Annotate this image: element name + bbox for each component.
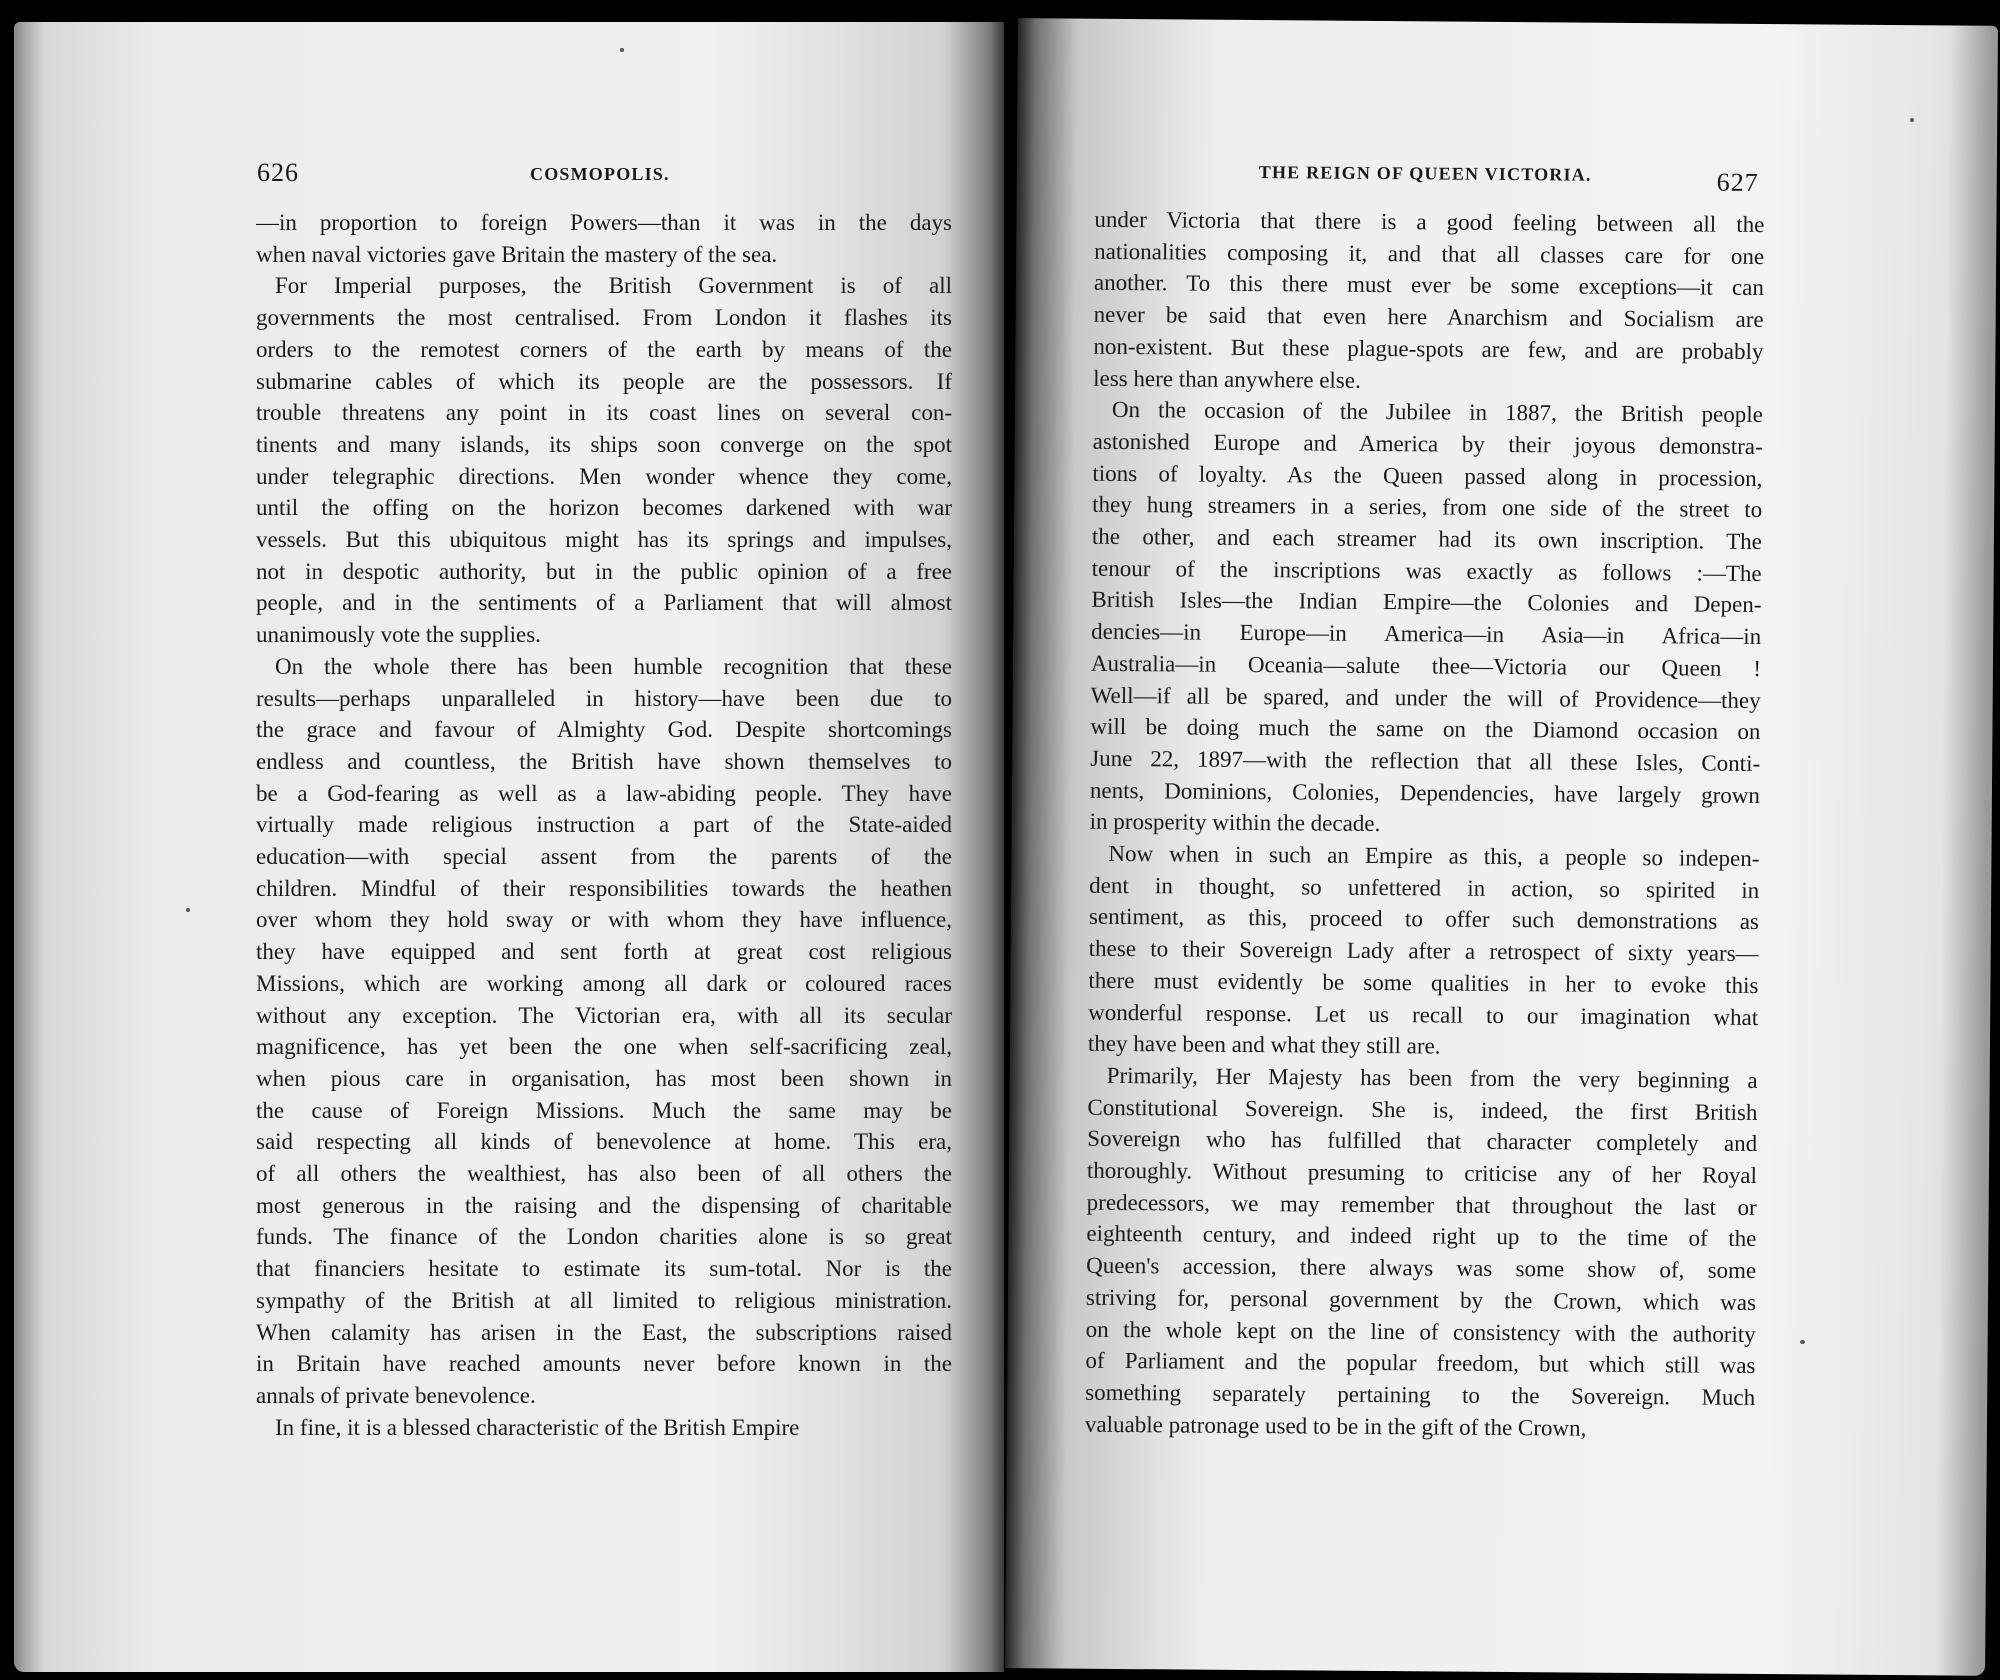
text-line: when naval victories gave Britain the mastery of the sea.: [256, 241, 778, 267]
text-line: On the occasion of the Jubilee in 1887, the British people: [1111, 397, 1764, 428]
text-line: on the whole kept on the line of consistency with the authority: [1085, 1316, 1756, 1347]
text-line: striving for, personal government by the Crown, which was: [1085, 1284, 1757, 1315]
text-line: non-existent. But these plague-spots are few, and are probably: [1093, 333, 1764, 364]
text-line: Constitutional Sovereign. She is, indeed, the first British: [1087, 1094, 1758, 1125]
text-line: unanimously vote the supplies.: [256, 622, 541, 648]
text-line: of all others the wealthiest, has also been of all others the: [256, 1161, 952, 1186]
text-line: Now when in such an Empire as this, a people so indepen-: [1108, 840, 1760, 872]
text-line: they have been and what they still are.: [1087, 1030, 1441, 1059]
text-line: another. To this there must ever be some exceptions—it can: [1093, 270, 1765, 301]
text-line: tinents and many islands, its ships soon converge on the spot: [256, 431, 952, 457]
text-line: the cause of Foreign Missions. Much the same may be: [256, 1097, 952, 1123]
text-line: said respecting all kinds of benevolence at home. This era,: [256, 1129, 952, 1155]
running-head: THE REIGN OF QUEEN VICTORIA.: [1258, 162, 1592, 185]
text-line: until the offing on the horizon becomes darkened with war: [256, 495, 952, 521]
text-line: that financiers hesitate to estimate its sum-total. Nor is the: [256, 1256, 952, 1282]
text-line: —in proportion to foreign Powers—than it was in the days: [256, 210, 952, 235]
text-line: predecessors, we may remember that throughout the last or: [1086, 1189, 1757, 1220]
text-line: there must evidently be some qualities in her to evoke this: [1088, 967, 1759, 998]
text-line: thoroughly. Without presuming to criticise any of her Royal: [1086, 1157, 1758, 1188]
text-line: under Victoria that there is a good feeling between all the: [1094, 206, 1765, 238]
text-line: over whom they hold sway or with whom they have influence,: [256, 907, 952, 933]
text-line: nationalities composing it, and that all classes care for one: [1094, 238, 1765, 269]
text-line: they have equipped and sent forth at great cost religious: [256, 939, 952, 965]
text-line: eighteenth century, and indeed right up to the time of the: [1086, 1221, 1757, 1252]
text-line: less here than anywhere else.: [1093, 365, 1361, 393]
text-line: tions of loyalty. As the Queen passed along in procession,: [1092, 460, 1763, 491]
text-line: under telegraphic directions. Men wonder whence they come,: [256, 463, 952, 489]
text-line: virtually made religious instruction a part of the State-aided: [256, 812, 952, 838]
paper-speck: [186, 908, 190, 912]
text-line: astonished Europe and America by their joyous demonstra-: [1092, 428, 1763, 459]
text-line: Missions, which are working among all dark or coloured races: [256, 970, 952, 996]
text-line: In fine, it is a blessed characteristic of the British Empire: [275, 1414, 800, 1440]
text-line: dencies—in Europe—in America—in Asia—in Africa—in: [1091, 618, 1762, 650]
paper-speck: [1800, 1340, 1805, 1344]
text-line: the other, and each streamer had its own inscription. The: [1091, 523, 1763, 555]
text-line: of Parliament and the popular freedom, but which still was: [1085, 1347, 1756, 1379]
text-line: For Imperial purposes, the British Government is of all: [275, 273, 952, 299]
left-page: [14, 22, 1004, 1672]
text-line: British Isles—the Indian Empire—the Colonies and Depen-: [1091, 587, 1762, 618]
text-line: annals of private benevolence.: [256, 1382, 536, 1408]
text-line: magnificence, has yet been the one when self-sacrificing zeal,: [256, 1034, 952, 1060]
text-line: the grace and favour of Almighty God. Despite shortcomings: [256, 717, 952, 743]
text-line: Well—if all be spared, and under the will of Providence—they: [1090, 682, 1761, 713]
text-line: valuable patronage used to be in the gift of the Crown,: [1084, 1411, 1587, 1441]
running-head: COSMOPOLIS.: [530, 164, 670, 184]
text-line: in prosperity within the decade.: [1089, 809, 1381, 837]
text-line: they hung streamers in a series, from one side of the street to: [1092, 492, 1763, 523]
right-page: [1005, 18, 1998, 1676]
text-line: not in despotic authority, but in the public opinion of a free: [256, 558, 952, 584]
text-line: be a God-fearing as well as a law-abiding people. They have: [256, 780, 952, 806]
paper-speck: [620, 48, 624, 52]
text-line: wonderful response. Let us recall to our imagination what: [1088, 999, 1759, 1030]
text-line: Queen's accession, there always was some show of, some: [1086, 1252, 1757, 1284]
right-page-header: [1017, 158, 1997, 206]
text-line: results—perhaps unparalleled in history—have been due to: [256, 685, 952, 711]
text-line: tenour of the inscriptions was exactly as follows :—The: [1091, 555, 1762, 586]
text-line: vessels. But this ubiquitous might has its springs and impulses,: [256, 527, 952, 552]
text-line: When calamity has arisen in the East, the subscriptions raised: [256, 1319, 952, 1345]
text-line: orders to the remotest corners of the earth by means of the: [256, 336, 952, 362]
text-line: something separately pertaining to the Sovereign. Much: [1085, 1379, 1756, 1410]
text-line: education—with special assent from the parents of the: [256, 844, 952, 869]
text-line: Australia—in Oceania—salute thee—Victoria our Queen !: [1090, 650, 1762, 681]
left-page-header: [14, 158, 1004, 202]
text-line: June 22, 1897—with the reflection that all these Isles, Conti-: [1090, 745, 1761, 776]
text-line: sympathy of the British at all limited to religious ministration.: [256, 1287, 952, 1313]
text-line: dent in thought, so unfettered in action, so spirited in: [1089, 872, 1760, 903]
text-line: these to their Sovereign Lady after a retrospect of sixty years—: [1088, 935, 1759, 967]
text-line: without any exception. The Victorian era, with all its secular: [256, 1002, 952, 1028]
text-line: trouble threatens any point in its coast lines on several con-: [256, 400, 952, 426]
paper-speck: [1910, 118, 1914, 122]
page-number: 627: [1716, 167, 1759, 197]
text-line: sentiment, as this, proceed to offer such demonstrations as: [1088, 904, 1760, 935]
text-line: governments the most centralised. From London it flashes its: [256, 305, 952, 331]
text-line: will be doing much the same on the Diamond occasion on: [1090, 713, 1761, 745]
text-line: Sovereign who has fulfilled that character completely and: [1087, 1126, 1758, 1157]
page-number: 626: [257, 158, 299, 187]
text-line: most generous in the raising and the dispensing of charitable: [256, 1192, 952, 1218]
text-line: in Britain have reached amounts never before known in the: [256, 1351, 952, 1377]
text-line: nents, Dominions, Colonies, Dependencies, have largely grown: [1089, 777, 1761, 808]
text-line: when pious care in organisation, has most been shown in: [256, 1065, 952, 1091]
text-line: submarine cables of which its people are the possessors. If: [256, 368, 952, 394]
text-line: endless and countless, the British have shown themselves to: [256, 748, 952, 774]
text-line: children. Mindful of their responsibilities towards the heathen: [256, 875, 952, 901]
text-line: Primarily, Her Majesty has been from the very beginning a: [1106, 1062, 1758, 1093]
text-line: never be said that even here Anarchism and Socialism are: [1093, 301, 1764, 333]
text-line: people, and in the sentiments of a Parliament that will almost: [256, 590, 952, 616]
text-line: On the whole there has been humble recognition that these: [275, 653, 952, 679]
text-line: funds. The finance of the London charities alone is so great: [256, 1224, 952, 1250]
